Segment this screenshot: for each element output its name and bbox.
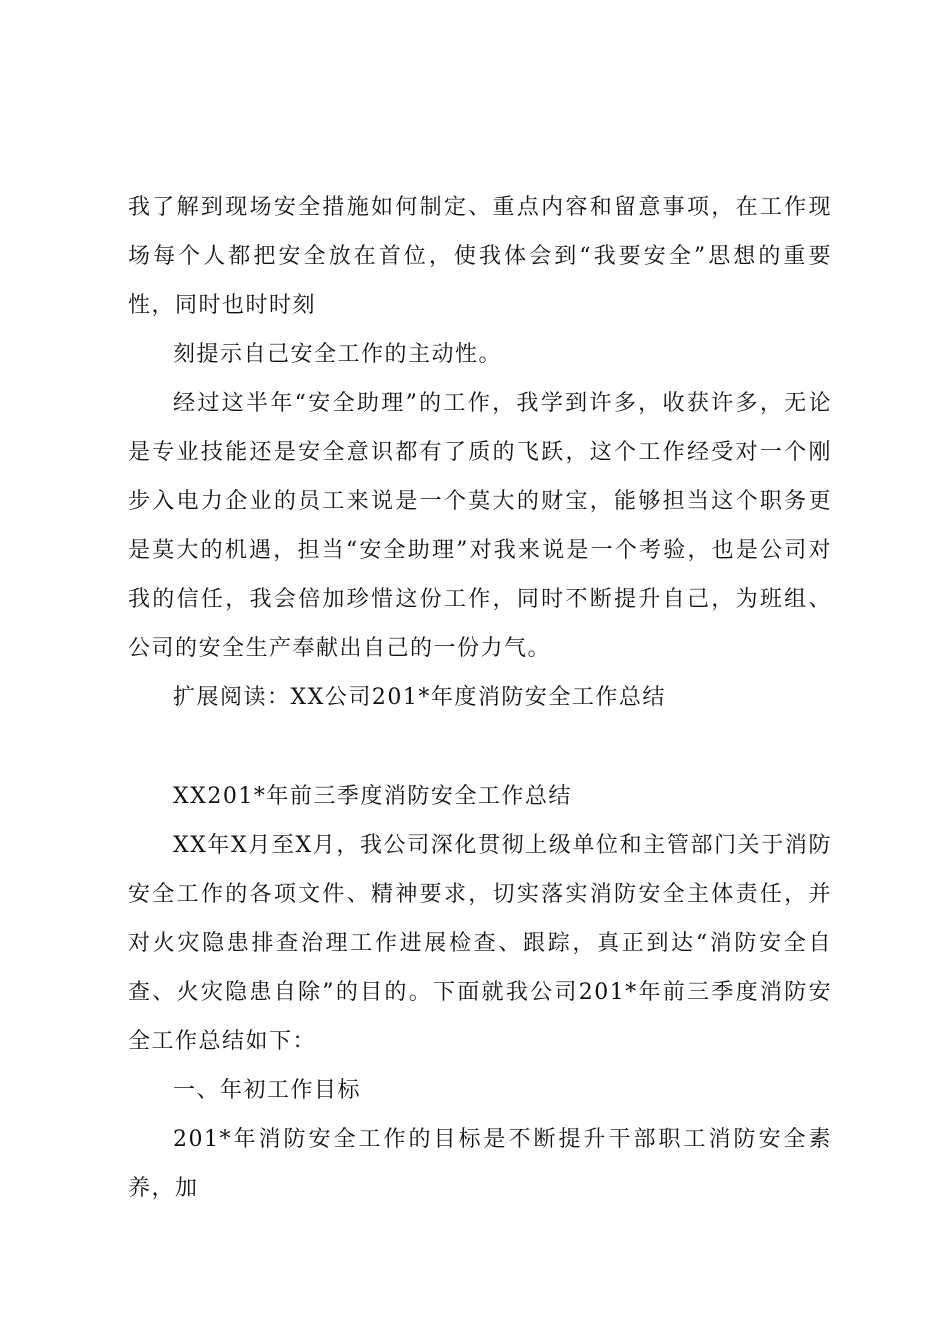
section-spacer bbox=[128, 722, 832, 772]
section-heading-1: 一、年初工作目标 bbox=[173, 1078, 362, 1103]
extended-reading-line: 扩展阅读：XX公司201*年度消防安全工作总结 bbox=[173, 685, 666, 710]
paragraph-3: 经过这半年“安全助理”的工作，我学到许多，收获许多，无论是专业技能还是安全意识都有了质的飞跃，这个工作经受对一个刚步入电力企业的员工来说是一个莫大的财宝，能够担当这个职务更是莫大的机遇，担当“安全助理”对我来说是一个考验，也是公司对我的信任，我会倍加珍惜这份工作，同时不断提升自己，为班组、公司的安全生产奉献出自己的一份力气。 bbox=[128, 391, 832, 661]
paragraph-2: 刻提示自己安全工作的主动性。 bbox=[173, 342, 503, 367]
paragraph-1: 我了解到现场安全措施如何制定、重点内容和留意事项，在工作现场每个人都把安全放在首位，使我体会到“我要安全”思想的重要性，同时也时时刻 bbox=[128, 195, 832, 318]
paragraph-goal: 201*年消防安全工作的目标是不断提升干部职工消防安全素养，加 bbox=[128, 1127, 832, 1201]
paragraph-intro: XX年X月至X月，我公司深化贯彻上级单位和主管部门关于消防安全工作的各项文件、精神要求，切实落实消防安全主体责任，并对火灾隐患排查治理工作进展检查、跟踪，真正到达“消防安全自查、火灾隐患自除”的目的。下面就我公司201*年前三季度消防安全工作总结如下： bbox=[128, 833, 832, 1054]
section-title: XX201*年前三季度消防安全工作总结 bbox=[173, 784, 572, 809]
document-body bbox=[128, 183, 832, 1213]
